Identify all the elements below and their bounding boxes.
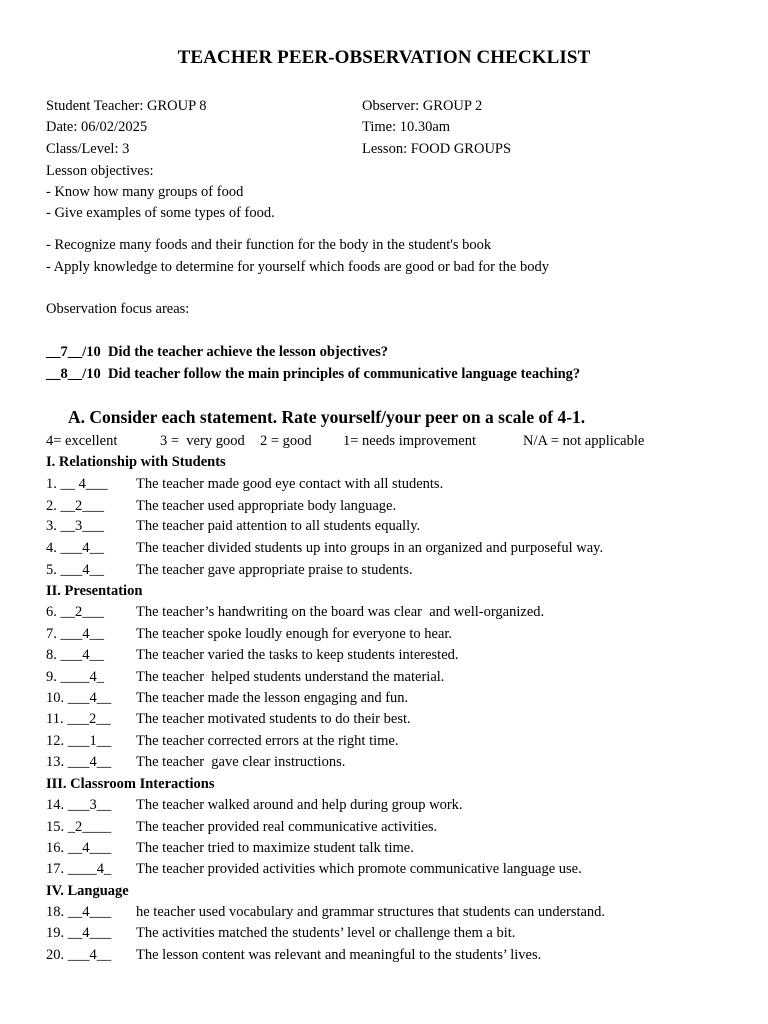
statement: The teacher’s handwriting on the board was clear and well-organized.: [136, 604, 545, 620]
rating-blank: 10. ___4__: [46, 690, 112, 706]
statement: The teacher provided activities which promote communicative language use.: [136, 861, 582, 877]
section-title: IV. Language: [46, 883, 129, 899]
statement: The teacher motivated students to do their best.: [136, 711, 411, 727]
rating-blank: 14. ___3__: [46, 797, 112, 813]
rating-blank: 1. __ 4___: [46, 476, 108, 492]
objective-item: - Apply knowledge to determine for yourself which foods are good or bad for the body: [46, 259, 549, 275]
statement: The teacher spoke loudly enough for everyone to hear.: [136, 626, 453, 642]
rating-blank: 11. ___2__: [46, 711, 111, 727]
rating-blank: 12. ___1__: [46, 733, 112, 749]
focus-label: Observation focus areas:: [46, 301, 190, 317]
objective-item: - Know how many groups of food: [46, 184, 244, 200]
rating-blank: 13. ___4__: [46, 754, 112, 770]
rating-blank: 9. ____4_: [46, 669, 104, 685]
date: Date: 06/02/2025: [46, 119, 148, 135]
rating-blank: 16. __4___: [46, 840, 112, 856]
scale-needs-improvement: 1= needs improvement: [343, 433, 477, 449]
statement: The lesson content was relevant and meaningful to the students’ lives.: [136, 947, 542, 963]
statement: The teacher walked around and help during group work.: [136, 797, 463, 813]
rating-blank: 3. __3___: [46, 518, 104, 534]
statement: The teacher provided real communicative activities.: [136, 819, 438, 835]
statement: The teacher used appropriate body language.: [136, 498, 397, 514]
objectives-label: Lesson objectives:: [46, 163, 154, 179]
section-title: III. Classroom Interactions: [46, 776, 215, 792]
section-a-heading: A. Consider each statement. Rate yourself/your peer on a scale of 4-1.: [68, 407, 586, 427]
focus-question-2: __8__/10 Did teacher follow the main principles of communicative language teaching?: [46, 366, 581, 382]
statement: The teacher tried to maximize student talk time.: [136, 840, 414, 856]
rating-blank: 19. __4___: [46, 925, 112, 941]
rating-blank: 15. _2____: [46, 819, 112, 835]
rating-blank: 2. __2___: [46, 498, 104, 514]
rating-blank: 8. ___4__: [46, 647, 104, 663]
objective-item: - Recognize many foods and their function for the body in the student's book: [46, 237, 492, 253]
statement: The teacher corrected errors at the right time.: [136, 733, 399, 749]
statement: he teacher used vocabulary and grammar structures that students can understand.: [136, 904, 606, 920]
statement: The teacher made the lesson engaging and fun.: [136, 690, 409, 706]
rating-blank: 5. ___4__: [46, 562, 104, 578]
statement: The teacher made good eye contact with all students.: [136, 476, 444, 492]
rating-blank: 7. ___4__: [46, 626, 104, 642]
time: Time: 10.30am: [362, 119, 451, 135]
statement: The activities matched the students’ level or challenge them a bit.: [136, 925, 516, 941]
rating-blank: 18. __4___: [46, 904, 112, 920]
statement: The teacher gave clear instructions.: [136, 754, 346, 770]
section-title: I. Relationship with Students: [46, 454, 226, 470]
page-title: TEACHER PEER-OBSERVATION CHECKLIST: [177, 47, 591, 68]
statement: The teacher gave appropriate praise to students.: [136, 562, 413, 578]
objective-item: - Give examples of some types of food.: [46, 205, 275, 221]
statement: The teacher paid attention to all students equally.: [136, 518, 421, 534]
rating-blank: 6. __2___: [46, 604, 104, 620]
scale-excellent: 4= excellent: [46, 433, 118, 449]
scale-very-good: 3 = very good: [160, 433, 245, 449]
statement: The teacher helped students understand the material.: [136, 669, 445, 685]
scale-good: 2 = good: [260, 433, 312, 449]
student-teacher: Student Teacher: GROUP 8: [46, 98, 207, 114]
statement: The teacher divided students up into groups in an organized and purposeful way.: [136, 540, 604, 556]
rating-blank: 4. ___4__: [46, 540, 104, 556]
section-title: II. Presentation: [46, 583, 143, 599]
statement: The teacher varied the tasks to keep students interested.: [136, 647, 459, 663]
focus-question-1: __7__/10 Did the teacher achieve the lesson objectives?: [46, 344, 389, 360]
scale-not-applicable: N/A = not applicable: [523, 433, 645, 449]
rating-blank: 20. ___4__: [46, 947, 112, 963]
observer: Observer: GROUP 2: [362, 98, 483, 114]
class-level: Class/Level: 3: [46, 141, 130, 157]
rating-blank: 17. ____4_: [46, 861, 112, 877]
lesson: Lesson: FOOD GROUPS: [362, 141, 512, 157]
